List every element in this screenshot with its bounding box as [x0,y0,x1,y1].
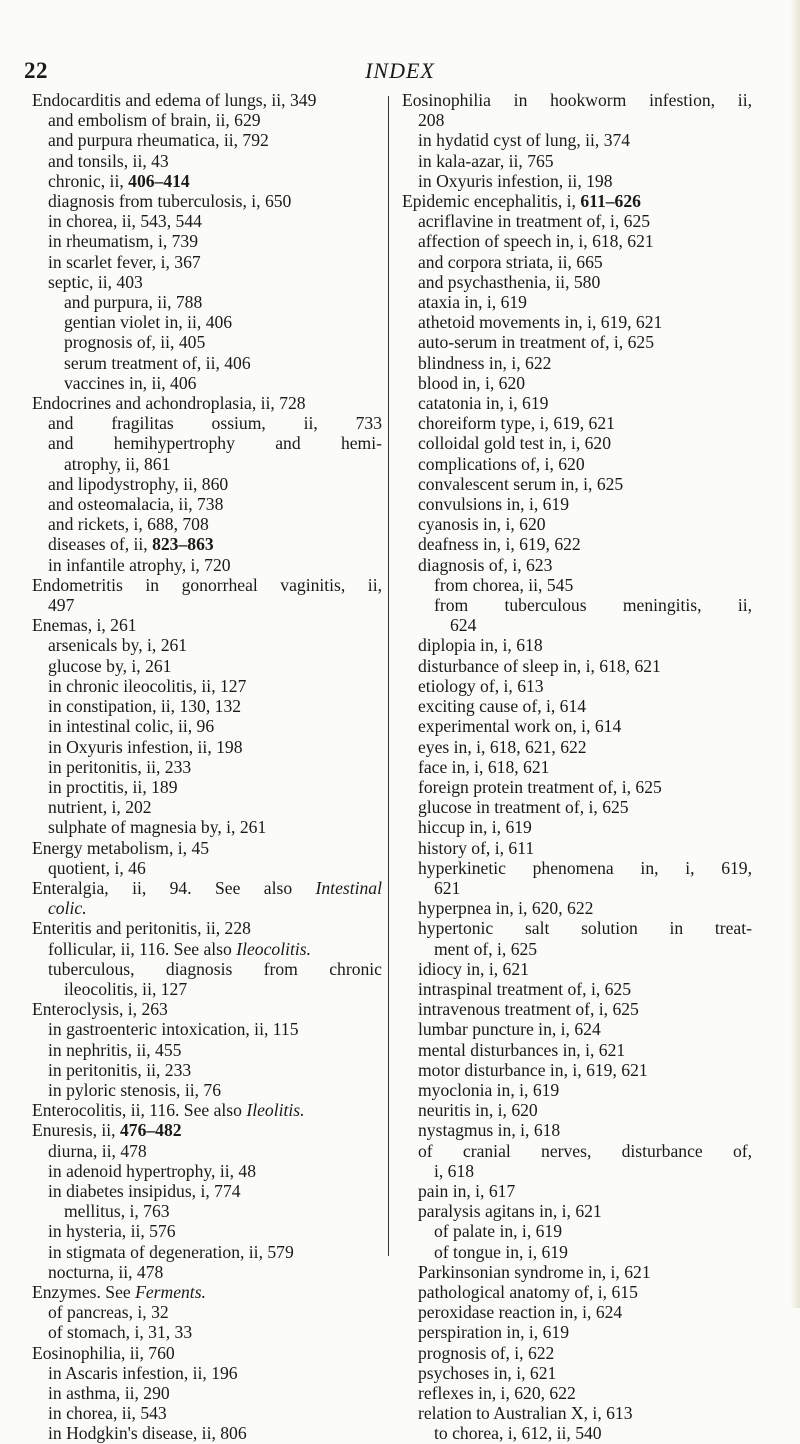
entry-text: 624 [450,615,477,636]
entry-text: septic, ii, 403 [48,271,143,292]
index-sub-entry [32,635,382,655]
entry-text: follicular, ii, 116. See also [48,938,237,959]
left-index-column [32,90,382,1444]
index-sub-entry [32,939,382,959]
entry-text: diplopia in, i, 618 [418,635,543,656]
entry-text: and osteomalacia, ii, 738 [48,494,224,515]
entry-text: of palate in, i, 619 [434,1221,563,1242]
page-header: INDEX [365,58,435,83]
index-continuation-line [32,979,382,999]
index-sub-entry [402,1040,752,1060]
entry-text: convulsions in, i, 619 [418,494,570,515]
index-sub-entry [32,231,382,251]
index-sub-entry [32,252,382,272]
entry-text: in diabetes insipidus, i, 774 [48,1180,241,1201]
entry-text: perspiration in, i, 619 [418,1322,569,1343]
entry-text: tuberculous, diagnosis from chronic [48,958,382,979]
index-sub-entry [402,514,752,534]
entry-text: athetoid movements in, i, 619, 621 [418,312,663,333]
index-sub-entry [402,1080,752,1100]
entry-text: of stomach, i, 31, 33 [48,1322,193,1343]
entry-text: chronic, ii, [48,170,129,191]
index-main-entry [32,1282,382,1302]
index-sub-entry [32,1019,382,1039]
entry-text: from tuberculous meningitis, ii, [434,595,752,616]
index-sub-entry [32,858,382,878]
entry-text: and purpura rheumatica, ii, 792 [48,130,269,151]
index-main-entry [32,838,382,858]
entry-text: Enuresis, ii, [32,1120,120,1141]
entry-text: arsenicals by, i, 261 [48,635,188,656]
index-sub-entry [32,1221,382,1241]
entry-text: in Hodgkin's disease, ii, 806 [48,1423,247,1444]
index-sub-entry [402,1383,752,1403]
entry-text: atrophy, ii, 861 [64,453,171,474]
index-sub-entry [32,433,382,453]
index-sub-entry [32,797,382,817]
index-sub-entry [402,1423,752,1443]
entry-text: in chronic ileocolitis, ii, 127 [48,675,247,696]
index-sub-entry [402,231,752,251]
index-main-entry [32,1343,382,1363]
index-sub-entry [402,494,752,514]
entry-text: 823–863 [152,534,214,555]
entry-text: history of, i, 611 [418,837,535,858]
entry-text: and lipodystrophy, ii, 860 [48,473,229,494]
entry-text: in Oxyuris infestion, ii, 198 [418,170,613,191]
index-sub-entry [402,292,752,312]
index-main-entry [32,575,382,595]
entry-text: in peritonitis, ii, 233 [48,1059,192,1080]
entry-text: in chorea, ii, 543, 544 [48,211,202,232]
entry-text: and purpura, ii, 788 [64,292,203,313]
entry-text: nocturna, ii, 478 [48,1261,164,1282]
index-sub-entry [402,1221,752,1241]
entry-text: in hysteria, ii, 576 [48,1221,176,1242]
page-number: 22 [24,58,48,83]
entry-text: paralysis agitans in, i, 621 [418,1201,602,1222]
index-sub-entry [402,252,752,272]
entry-text: Endocarditis and edema of lungs, ii, 349 [32,90,317,110]
index-sub-entry [402,635,752,655]
entry-text: hyperkinetic phenomena in, i, 619, [418,857,752,878]
index-sub-entry [402,1302,752,1322]
index-sub-entry [402,211,752,231]
index-sub-entry [32,312,382,332]
entry-text: vaccines in, ii, 406 [64,372,197,393]
entry-text: in hydatid cyst of lung, ii, 374 [418,130,631,151]
index-sub-entry [402,1322,752,1342]
index-sub-entry [402,332,752,352]
index-sub-entry [402,1019,752,1039]
scan-edge [790,0,800,1308]
column-divider [388,96,389,1256]
index-sub-entry [402,1363,752,1383]
index-sub-entry [402,130,752,150]
entry-text: of pancreas, i, 32 [48,1302,169,1323]
index-sub-entry [32,1363,382,1383]
index-sub-entry [402,151,752,171]
index-sub-entry [32,777,382,797]
index-sub-entry [402,676,752,696]
entry-text: Ileocolitis. [236,938,311,959]
index-sub-entry [402,696,752,716]
entry-text: Epidemic encephalitis, i, [402,191,581,212]
entry-text: Enterocolitis, ii, 116. See also [32,1100,247,1121]
entry-text: in adenoid hypertrophy, ii, 48 [48,1160,256,1181]
index-sub-entry [402,858,752,878]
index-sub-entry [402,454,752,474]
index-sub-entry [32,191,382,211]
index-sub-entry [32,1423,382,1443]
index-sub-entry [32,413,382,433]
entry-text: and hemihypertrophy and hemi- [48,433,382,454]
entry-text: Eosinophilia in hookworm infestion, ii, [402,90,752,110]
index-sub-entry [402,1181,752,1201]
index-sub-entry [402,959,752,979]
index-sub-entry [402,1060,752,1080]
index-sub-entry [32,353,382,373]
entry-text: pathological anatomy of, i, 615 [418,1281,638,1302]
entry-text: of tongue in, i, 619 [434,1241,568,1262]
entry-text: deafness in, i, 619, 622 [418,534,581,555]
index-sub-entry [32,1322,382,1342]
entry-text: mental disturbances in, i, 621 [418,1039,626,1060]
index-sub-entry [32,1302,382,1322]
entry-text: peroxidase reaction in, i, 624 [418,1302,623,1323]
index-sub-entry [32,1201,382,1221]
entry-text: gentian violet in, ii, 406 [64,312,233,333]
index-sub-entry [402,534,752,554]
entry-text: ileocolitis, ii, 127 [64,978,188,999]
entry-text: in asthma, ii, 290 [48,1383,170,1403]
entry-text: nutrient, i, 202 [48,797,152,818]
entry-text: lumbar puncture in, i, 624 [418,1019,601,1040]
entry-text: Ileolitis. [246,1100,305,1121]
entry-text: colloidal gold test in, i, 620 [418,433,612,454]
entry-text: and fragilitas ossium, ii, 733 [48,413,382,434]
index-sub-entry [402,373,752,393]
index-sub-entry [32,656,382,676]
index-sub-entry [402,1343,752,1363]
index-sub-entry [402,838,752,858]
index-sub-entry [32,1403,382,1423]
entry-text: auto-serum in treatment of, i, 625 [418,332,654,353]
entry-text: blindness in, i, 622 [418,352,552,373]
entry-text: Parkinsonian syndrome in, i, 621 [418,1261,651,1282]
index-sub-entry [402,979,752,999]
index-sub-entry [402,817,752,837]
index-sub-entry [402,575,752,595]
index-sub-entry [402,1201,752,1221]
index-main-entry [32,878,382,898]
index-main-entry [32,918,382,938]
entry-text: in nephritis, ii, 455 [48,1039,182,1060]
entry-text: Endometritis in gonorrheal vaginitis, ii, [32,574,382,595]
index-sub-entry [402,716,752,736]
index-sub-entry [402,797,752,817]
entry-text: Endocrines and achondroplasia, ii, 728 [32,393,306,414]
entry-text: choreiform type, i, 619, 621 [418,413,615,434]
entry-text: and corpora striata, ii, 665 [418,251,603,272]
entry-text: affection of speech in, i, 618, 621 [418,231,654,252]
entry-text: Enteralgia, ii, 94. See also [32,877,316,898]
entry-text: Enteritis and peritonitis, ii, 228 [32,918,251,939]
index-sub-entry [402,433,752,453]
entry-text: i, 618 [434,1160,475,1181]
index-sub-entry [32,1262,382,1282]
entry-text: and psychasthenia, ii, 580 [418,271,601,292]
entry-text: pain in, i, 617 [418,1180,516,1201]
index-sub-entry [402,1403,752,1423]
entry-text: diagnosis from tuberculosis, i, 650 [48,191,292,212]
index-sub-entry [32,1141,382,1161]
entry-text: neuritis in, i, 620 [418,1100,538,1121]
index-sub-entry [402,1141,752,1161]
entry-text: in Oxyuris infestion, ii, 198 [48,736,243,757]
index-sub-entry [402,474,752,494]
entry-text: foreign protein treatment of, i, 625 [418,776,662,797]
entry-text: from chorea, ii, 545 [434,574,574,595]
entry-text: cyanosis in, i, 620 [418,514,546,535]
entry-text: in kala-azar, ii, 765 [418,150,554,171]
entry-text: intravenous treatment of, i, 625 [418,999,639,1020]
index-sub-entry [32,757,382,777]
entry-text: hiccup in, i, 619 [418,817,532,838]
entry-text: in gastroenteric intoxication, ii, 115 [48,1019,299,1040]
index-main-entry [32,999,382,1019]
index-sub-entry [32,130,382,150]
index-sub-entry [32,1080,382,1100]
entry-text: glucose by, i, 261 [48,655,172,676]
entry-text: in intestinal colic, ii, 96 [48,716,215,737]
entry-text: in rheumatism, i, 739 [48,231,199,252]
entry-text: in pyloric stenosis, ii, 76 [48,1079,221,1100]
entry-text: 497 [48,595,75,616]
entry-text: colic. [48,898,87,919]
index-sub-entry [402,777,752,797]
index-continuation-line [402,110,752,130]
entry-text: 406–414 [128,170,190,191]
entry-text: prognosis of, i, 622 [418,1342,555,1363]
index-sub-entry [402,353,752,373]
entry-text: in infantile atrophy, i, 720 [48,554,231,575]
index-sub-entry [402,1282,752,1302]
index-sub-entry [402,1262,752,1282]
entry-text: intraspinal treatment of, i, 625 [418,978,632,999]
entry-text: in proctitis, ii, 189 [48,776,178,797]
index-sub-entry [32,1181,382,1201]
index-continuation-line [32,454,382,474]
entry-text: Intestinal [315,877,382,898]
index-sub-entry [402,999,752,1019]
entry-text: 621 [434,877,461,898]
entry-text: in constipation, ii, 130, 132 [48,696,242,717]
index-main-entry [32,90,382,110]
index-sub-entry [32,959,382,979]
index-sub-entry [32,514,382,534]
entry-text: mellitus, i, 763 [64,1201,170,1222]
entry-text: diurna, ii, 478 [48,1140,147,1161]
index-sub-entry [402,171,752,191]
entry-text: 208 [418,110,445,131]
index-sub-entry [32,494,382,514]
entry-text: etiology of, i, 613 [418,675,544,696]
entry-text: sulphate of magnesia by, i, 261 [48,817,267,838]
entry-text: in peritonitis, ii, 233 [48,756,192,777]
index-sub-entry [32,1060,382,1080]
entry-text: diagnosis of, i, 623 [418,554,553,575]
index-main-entry [32,615,382,635]
index-continuation-line [32,595,382,615]
entry-text: of cranial nerves, disturbance of, [418,1140,752,1161]
index-continuation-line [402,615,752,635]
index-sub-entry [32,716,382,736]
index-sub-entry [32,474,382,494]
index-sub-entry [32,676,382,696]
index-sub-entry [402,1100,752,1120]
entry-text: in Ascaris infestion, ii, 196 [48,1362,238,1383]
index-sub-entry [32,272,382,292]
entry-text: in stigmata of degeneration, ii, 579 [48,1241,294,1262]
index-main-entry [402,90,752,110]
entry-text: exciting cause of, i, 614 [418,696,587,717]
index-continuation-line [32,898,382,918]
entry-text: prognosis of, ii, 405 [64,332,206,353]
index-sub-entry [32,1383,382,1403]
entry-text: psychoses in, i, 621 [418,1362,557,1383]
entry-text: Enemas, i, 261 [32,615,137,636]
entry-text: complications of, i, 620 [418,453,585,474]
entry-text: Ferments. [135,1281,206,1302]
index-sub-entry [32,1242,382,1262]
entry-text: eyes in, i, 618, 621, 622 [418,736,587,757]
index-sub-entry [32,1161,382,1181]
index-sub-entry [402,272,752,292]
entry-text: Enzymes. See [32,1281,136,1302]
index-sub-entry [32,171,382,191]
index-sub-entry [402,413,752,433]
index-sub-entry [32,110,382,130]
index-sub-entry [32,373,382,393]
index-sub-entry [402,595,752,615]
entry-text: ment of, i, 625 [434,938,538,959]
entry-text: nystagmus in, i, 618 [418,1120,561,1141]
entry-text: idiocy in, i, 621 [418,958,529,979]
entry-text: relation to Australian X, i, 613 [418,1403,633,1424]
entry-text: Enteroclysis, i, 263 [32,999,168,1020]
entry-text: catatonia in, i, 619 [418,393,549,414]
index-sub-entry [32,292,382,312]
entry-text: quotient, i, 46 [48,857,146,878]
entry-text: face in, i, 618, 621 [418,756,550,777]
entry-text: acriflavine in treatment of, i, 625 [418,211,651,232]
index-main-entry [32,1120,382,1140]
entry-text: hypertonic salt solution in treat- [418,918,752,939]
entry-text: to chorea, i, 612, ii, 540 [434,1423,602,1444]
entry-text: 611–626 [580,191,641,212]
entry-text: motor disturbance in, i, 619, 621 [418,1059,648,1080]
index-sub-entry [32,151,382,171]
index-sub-entry [32,534,382,554]
index-sub-entry [402,656,752,676]
entry-text: hyperpnea in, i, 620, 622 [418,898,594,919]
index-sub-entry [402,555,752,575]
entry-text: experimental work on, i, 614 [418,716,622,737]
index-sub-entry [402,1120,752,1140]
entry-text: and embolism of brain, ii, 629 [48,110,261,131]
index-continuation-line [402,939,752,959]
index-sub-entry [402,393,752,413]
index-sub-entry [32,696,382,716]
entry-text: Eosinophilia, ii, 760 [32,1342,175,1363]
entry-text: myoclonia in, i, 619 [418,1079,560,1100]
index-main-entry [32,393,382,413]
entry-text: serum treatment of, ii, 406 [64,352,251,373]
entry-text: reflexes in, i, 620, 622 [418,1383,576,1403]
entry-text: 476–482 [119,1120,182,1141]
entry-text: disturbance of sleep in, i, 618, 621 [418,655,661,676]
index-main-entry [32,1100,382,1120]
entry-text: diseases of, ii, [48,534,153,555]
index-sub-entry [32,737,382,757]
entry-text: glucose in treatment of, i, 625 [418,797,629,818]
index-continuation-line [402,1161,752,1181]
index-sub-entry [402,898,752,918]
entry-text: Energy metabolism, i, 45 [32,837,210,858]
index-continuation-line [402,878,752,898]
entry-text: and rickets, i, 688, 708 [48,514,209,535]
index-sub-entry [32,555,382,575]
entry-text: ataxia in, i, 619 [418,292,527,313]
index-sub-entry [402,757,752,777]
right-index-column [402,90,752,1444]
index-sub-entry [32,211,382,231]
index-sub-entry [32,1040,382,1060]
index-sub-entry [402,312,752,332]
entry-text: and tonsils, ii, 43 [48,150,169,171]
index-sub-entry [402,918,752,938]
entry-text: blood in, i, 620 [418,372,526,393]
index-sub-entry [32,332,382,352]
index-sub-entry [32,817,382,837]
index-sub-entry [402,737,752,757]
index-main-entry [402,191,752,211]
index-sub-entry [402,1242,752,1262]
entry-text: in scarlet fever, i, 367 [48,251,201,272]
entry-text: convalescent serum in, i, 625 [418,473,624,494]
entry-text: in chorea, ii, 543 [48,1403,167,1424]
